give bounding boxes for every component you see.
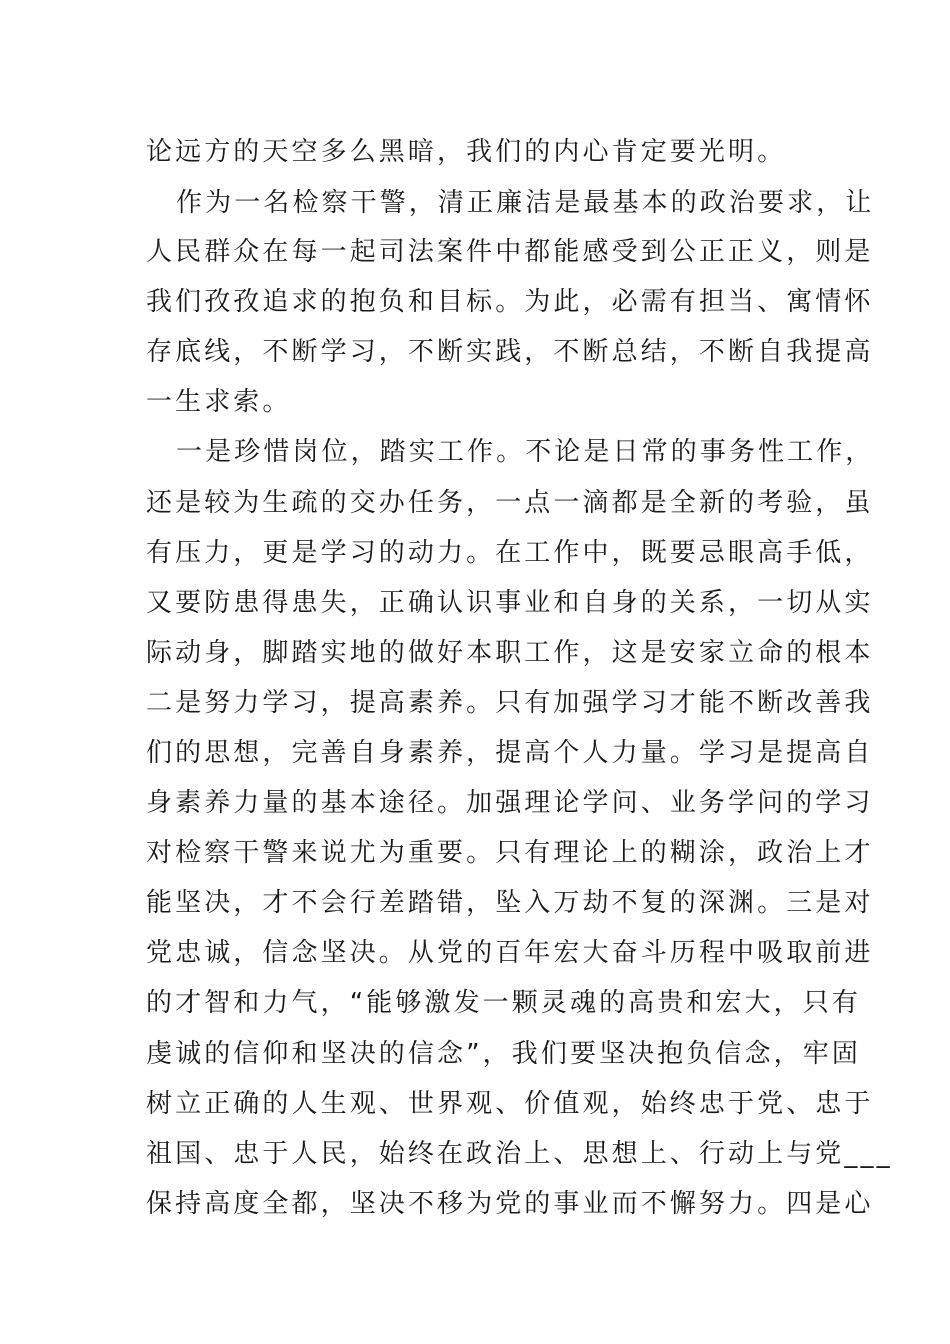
text-line-13: 们的思想，完善自身素养，提高个人力量。学习是提高自 (146, 738, 874, 768)
text-line-17: 党忠诚，信念坚决。从党的百年宏大奋斗历程中吸取前进 (146, 938, 874, 968)
text-line-2: 作为一名检察干警，清正廉洁是最基本的政治要求，让 (176, 188, 875, 218)
text-line-6: 一生求索。 (146, 387, 292, 417)
text-line-14: 身素养力量的基本途径。加强理论学问、业务学问的学习 (146, 788, 874, 818)
text-line-7: 一是珍惜岗位，踏实工作。不论是日常的事务性工作， (176, 437, 875, 467)
text-line-3: 人民群众在每一起司法案件中都能感受到公正正义，则是 (146, 237, 874, 267)
text-line-22: 保持高度全都，坚决不移为党的事业而不懈努力。四是心 (146, 1189, 874, 1219)
text-line-1: 论远方的天空多么黑暗，我们的内心肯定要光明。 (146, 137, 787, 167)
text-line-18: 的才智和力气，“能够激发一颗灵魂的高贵和宏大，只有 (146, 988, 861, 1018)
text-line-20: 树立正确的人生观、世界观、价值观，始终忠于党、忠于 (146, 1089, 874, 1119)
text-line-21: 祖国、忠于人民，始终在政治上、思想上、行动上与党___ (146, 1139, 893, 1169)
text-line-11: 际动身，脚踏实地的做好本职工作，这是安家立命的根本 (146, 638, 874, 668)
text-line-4: 我们孜孜追求的抱负和目标。为此，必需有担当、寓情怀 (146, 287, 874, 317)
text-line-5: 存底线，不断学习，不断实践，不断总结，不断自我提高 (146, 337, 874, 367)
text-line-9: 有压力，更是学习的动力。在工作中，既要忌眼高手低， (146, 538, 874, 568)
text-line-10: 又要防患得患失，正确认识事业和自身的关系，一切从实 (146, 588, 874, 618)
text-line-16: 能坚决，才不会行差踏错，坠入万劫不复的深渊。三是对 (146, 888, 874, 918)
text-line-12: 二是努力学习，提高素养。只有加强学习才能不断改善我 (146, 688, 874, 718)
text-line-19: 虔诚的信仰和坚决的信念”，我们要坚决抱负信念，牢固 (146, 1039, 861, 1069)
text-line-8: 还是较为生疏的交办任务，一点一滴都是全新的考验，虽 (146, 488, 874, 518)
text-line-15: 对检察干警来说尤为重要。只有理论上的糊涂，政治上才 (146, 838, 874, 868)
